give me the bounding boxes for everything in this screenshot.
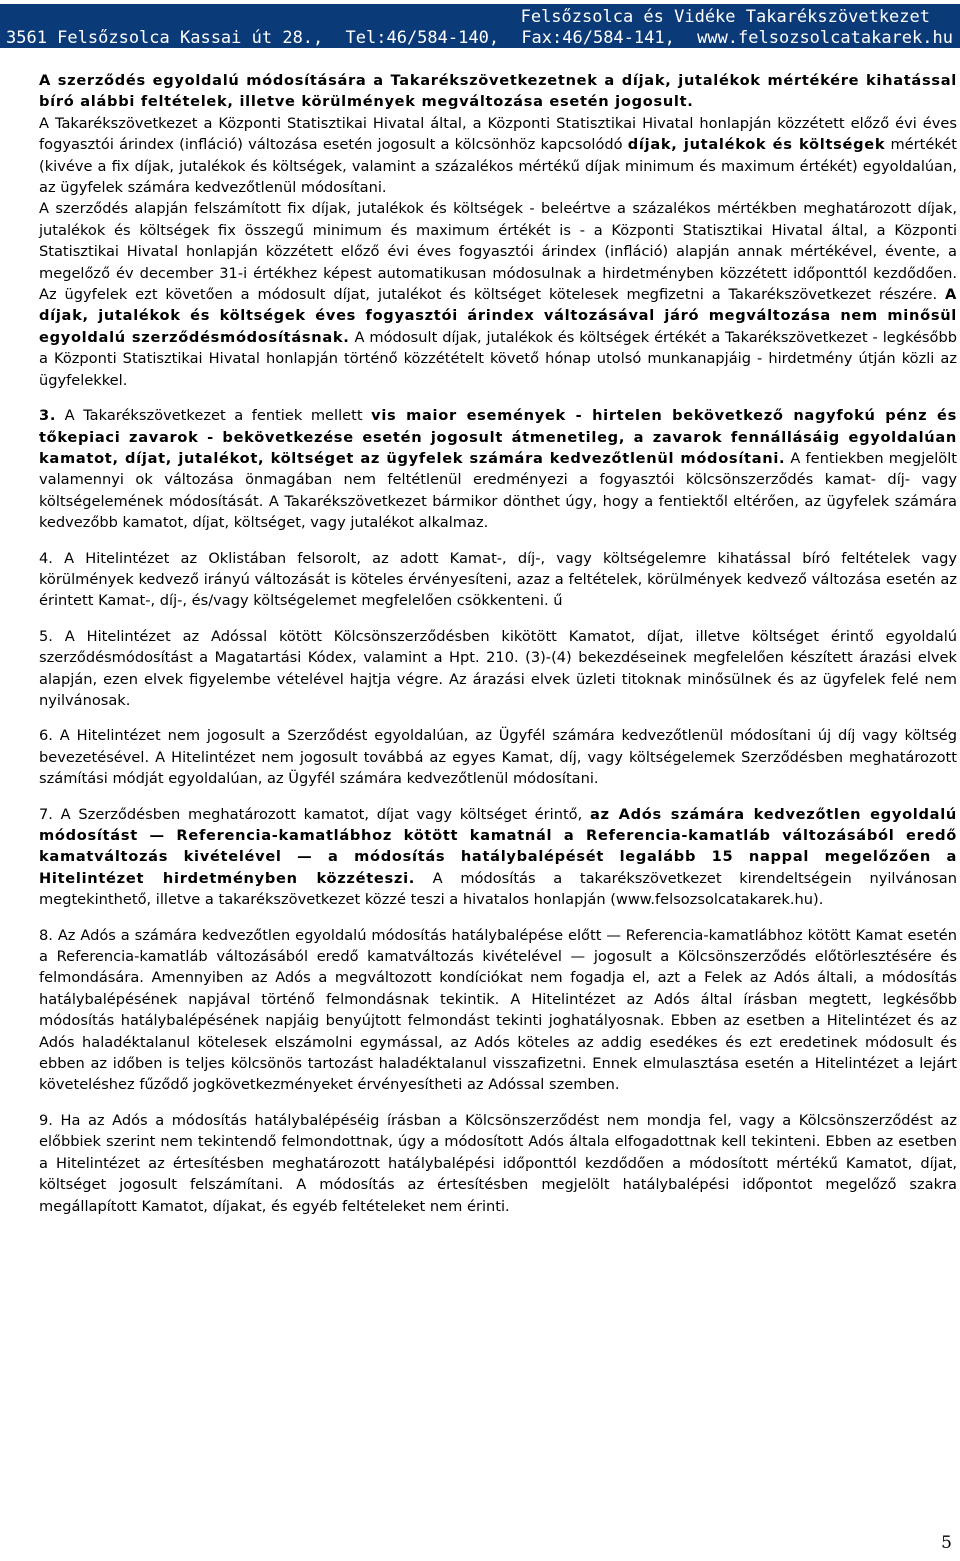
letterhead-banner bbox=[0, 4, 960, 48]
paragraph-6: 6. A Hitelintézet nem jogosult a Szerződést egyoldalúan, az Ügyfél számára kedvezőtlenül módosítani új díj vagy költség bevezetésével. A Hitelintézet nem jogosult továbbá az egyes Kamat, díj, vagy költségelemek Szerződésben meghatározott számítási módját egyoldalúan, az Ügyfél számára kedvezőtlenül módosítani. bbox=[39, 727, 957, 788]
document-body bbox=[39, 70, 957, 1217]
phone-text: Tel:46/584-140, bbox=[345, 28, 500, 48]
paragraph-3-text-1: A Takarékszövetkezet a fentiek mellett bbox=[56, 407, 372, 425]
paragraph-5: 5. A Hitelintézet az Adóssal kötött Kölcsönszerződésben kikötött Kamatot, díjat, illetve költséget érintő egyoldalú szerződésmódosítást a Magatartási Kódex, valamint a Hpt. 210. (3)-(4) bekezdéseinek megfelelően készített árazási elvek alapján, ezen elvek figyelembe vételével hajtja végre. Az árazási elvek üzleti titoknak minősülnek és az ügyfelek felé nem nyilvánosak. bbox=[39, 627, 957, 709]
paragraph-contract-text-2: A módosult díjak, jutalékok és költségek értékét a Takarékszövetkezet - legkésőbb a Központi Statisztikai Hivatal honlapján történő közzétételt követő hónap utolsó munkanapjáig - hirdetmény útján közli az ügyfelekkel. bbox=[39, 328, 957, 389]
paragraph-3 bbox=[39, 405, 957, 533]
fax-text: Fax:46/584-141, bbox=[521, 28, 675, 48]
paragraph-ksh-text-2: mértékét (kivéve a fix díjak, jutalékok és költségek, valamint a százalékos mértékű díjak minimum és maximum értékét) egyoldalúan, az ügyfelek számára kedvezőtlenül módosítani. bbox=[39, 136, 957, 197]
paragraph-4: 4. A Hitelintézet az Oklistában felsorolt, az adott Kamat-, díj-, vagy költségelemre kihatással bíró feltételek vagy körülmények kedvező irányú változását is köteles érvényesíteni, azaz a feltételek, körülmények kedvező változása esetén az érintett Kamat-, díj-, és/vagy költségelemet megfelelően csökkenteni. ű bbox=[39, 549, 957, 610]
paragraph-3-text-2: A fentiekben megjelölt valamennyi ok változása önmagában nem feltétlenül eredményezi a fogyasztói kölcsönszerződés kamat- díj- vagy költségelemének módosítását. A Takarékszövetkezet bármikor dönthet úgy, hogy a fentiektől eltérően, az ügyfelek számára kedvezőbb kamatot, díjat, költséget, vagy jutalékot alkalmaz. bbox=[39, 449, 958, 532]
paragraph-7-text-2: A módosítás a takarékszövetkezet kirendeltségein nyilvánosan megtekinthető, illetve a takarékszövetkezet közzé teszi a hivatalos honlapján (www.felsozsolcatakarek.hu). bbox=[39, 869, 957, 909]
paragraph-7 bbox=[39, 804, 957, 911]
paragraph-9: 9. Ha az Adós a módosítás hatálybalépéséig írásban a Kölcsönszerződést nem mondja fel, vagy a Kölcsönszerződést az előbbiek szerint nem tekintendő felmondottnak, úgy a módosított Adós általa elfogadottnak kell tekinteni. Ebben az esetben a Hitelintézet az értesítésben meghatározott hatálybalépési időponttól kezdődően a módosított mértékű Kamatot, díjat, költséget jogosult felszámítani. A módosítás az értesítésben megjelölt hatálybalépési időpontot megelőző szakra megállapított Kamatot, díjakat, és egyéb feltételeket nem érinti. bbox=[39, 1111, 957, 1215]
paragraph-8: 8. Az Adós a számára kedvezőtlen egyoldalú módosítás hatálybalépése előtt — Referencia-kamatlábhoz kötött Kamat esetén a Referencia-kamatláb változásából eredő kamatváltozás kivételével — jogosult a Kölcsönszerződés előtörlesztésére és felmondására. Amennyiben az Adós a megváltozott kondíciókat nem fogadja el, azt a Felek az Adós általi, a módosítás hatálybalépésének napjával történő felmondásnak tekintik. A Hitelintézet az Adós által írásban megtett, legkésőbb módosítás hatálybalépésének napjáig benyújtott felmondást tekinti joghatályosnak. Ebben az esetben a Hitelintézet és az Adós haladéktalanul kötelesek elszámolni egymással, az Adós köteles az addig esedékes és ezt eredetinek módosult és ebben az időben is teljes kölcsönös tartozást haladéktalanul visszafizetni. Ennek elmulasztása esetén a Hitelintézet a lejárt követeléshez fűződő jogkövetkezményeket érvényesítheti az Adóssal szemben. bbox=[39, 926, 957, 1094]
paragraph-ksh-bold: díjak, jutalékok és költségek bbox=[627, 136, 886, 154]
paragraph-3-bold: vis maior események - hirtelen bekövetkező nagyfokú pénz és tőkepiaci zavarok - bekövetkezése esetén jogosult átmenetileg, a zavarok fennállásáig egyoldalúan kamatot, díjat, jutalékot, költséget az ügyfelek számára kedvezőtlenül módosítani. bbox=[39, 407, 957, 467]
paragraph-contract bbox=[39, 198, 957, 391]
paragraph-7-bold: az Adós számára kedvezőtlen egyoldalú módosítást — Referencia-kamatlábhoz kötött kamatnál a Referencia-kamatláb változásából eredő kamatváltozás kivételével — a módosítás hatálybalépését legalább 15 nappal megelőzően a Hitelintézet hirdetményben közzéteszi. bbox=[39, 805, 958, 887]
paragraph-ksh-text-1: A Takarékszövetkezet a Központi Statisztikai Hivatal által, a Központi Statisztikai Hivatal honlapján közzétett előző évi éves fogyasztói árindex (infláció) változása esetén jogosult a kölcsönhöz kapcsolódó bbox=[39, 114, 957, 154]
page-number: 5 bbox=[941, 1533, 952, 1553]
address-text: 3561 Felsőzsolca Kassai út 28., bbox=[6, 28, 324, 48]
paragraph-3-number: 3. bbox=[39, 407, 57, 425]
paragraph-contract-text-1: A szerződés alapján felszámított fix díjak, jutalékok és költségek - beleértve a százalékos mértékben meghatározott díjak, jutalékok és költségek fix összegű minimum és maximum értékét is - a Központi Statisztikai Hivatal által, a Központi Statisztikai Hivatal honlapján közzétett előző évi éves fogyasztói árindex (infláció) alapján annak mértékével, évente, a megelőző év december 31-i értékhez képest automatikusan módosulnak a hirdetményben közzétett időponttól kezdődően. Az ügyfelek ezt követően a módosult díjat, jutalékot és költséget kötelesek megfizetni a Takarékszövetkezet részére. bbox=[39, 200, 957, 304]
contact-line bbox=[6, 28, 953, 48]
website-text: www.felsozsolcatakarek.hu bbox=[697, 28, 953, 48]
paragraph-7-text-1: 7. A Szerződésben meghatározott kamatot, díjat vagy költséget érintő, bbox=[39, 805, 590, 823]
intro-heading: A szerződés egyoldalú módosítására a Takarékszövetkezetnek a díjak, jutalékok mértékére kihatással bíró alábbi feltételek, illetve körülmények megváltozása esetén jogosult. bbox=[39, 72, 957, 111]
org-name: Felsőzsolca és Vidéke Takarékszövetkezet bbox=[520, 7, 930, 27]
paragraph-ksh bbox=[39, 113, 957, 199]
paragraph-contract-bold: A díjak, jutalékok és költségek éves fogyasztói árindex változásával járó megváltozása nem minősül egyoldalú szerződésmódosításnak. bbox=[39, 286, 957, 346]
